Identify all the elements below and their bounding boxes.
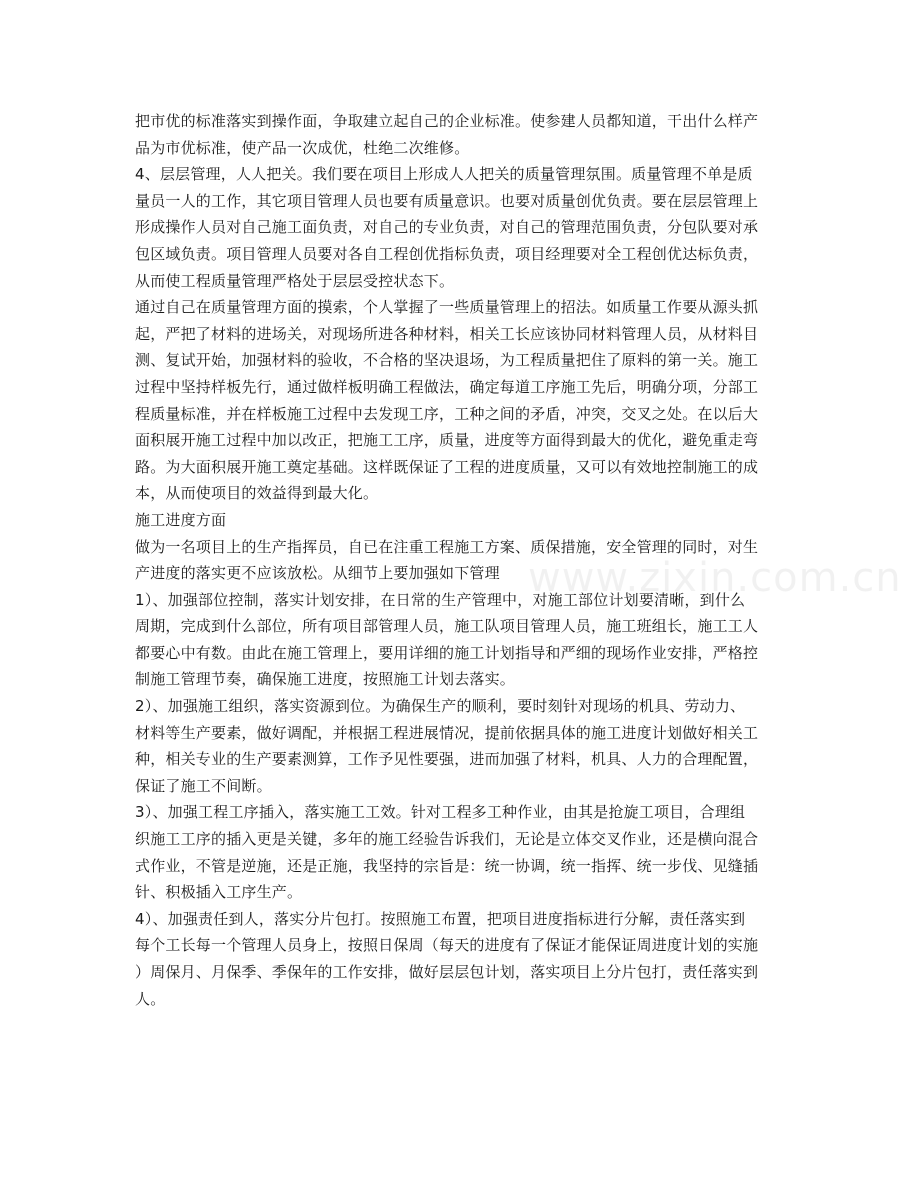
text-line: 针、积极插入工序生产。	[135, 883, 303, 902]
text-line: 2）、加强施工组织，落实资源到位。为确保生产的顺利，要时刻针对现场的机具、劳动力、	[135, 697, 746, 716]
text-line: 每个工长每一个管理人员身上，按照日保周（每天的进度有了保证才能保证周进度计划的实施	[135, 936, 759, 955]
text-line: 程质量标准，并在样板施工过程中去发现工序，工种之间的矛盾，冲突，交叉之处。在以后大	[135, 404, 759, 423]
text-line: 施工进度方面	[135, 510, 227, 529]
text-line: ）周保月、月保季、季保年的工作安排，做好层层包计划，落实项目上分片包打，责任落实到	[135, 963, 759, 981]
text-line: 把市优的标准落实到操作面，争取建立起自己的企业标准。使参建人员都知道，干出什么样产	[135, 112, 759, 130]
text-line: 保证了施工不间断。	[135, 776, 272, 795]
text-line: 量员一人的工作，其它项目管理人员也要有质量意识。也要对质量创优负责。要在层层管理上	[135, 191, 759, 210]
text-line: 3）、加强工程工序插入，落实施工工效。针对工程多工种作业，由其是抢旋工项目，合理组	[135, 803, 746, 822]
text-line: 4、层层管理，人人把关。我们要在项目上形成人人把关的质量管理氛围。质量管理不单是质	[135, 165, 753, 184]
text-line: 面积展开施工过程中加以改正，把施工工序，质量，进度等方面得到最大的优化，避免重走弯	[135, 431, 759, 450]
text-line: 种，相关专业的生产要素测算，工作予见性要强，进而加强了材料，机具、人力的合理配置，	[135, 750, 759, 769]
text-line: 路。为大面积展开施工奠定基础。这样既保证了工程的进度质量，又可以有效地控制施工的成	[135, 457, 759, 476]
watermark: www.zixin.com.cn	[528, 555, 902, 601]
text-line: 1）、加强部位控制，落实计划安排，在日常的生产管理中，对施工部位计划要清晰，到什么	[135, 590, 746, 609]
text-line: 制施工管理节奏，确保施工进度，按照施工计划去落实。	[135, 670, 516, 689]
text-line: 通过自己在质量管理方面的摸索，个人掌握了一些质量管理上的招法。如质量工作要从源头抓	[135, 298, 759, 317]
text-line: 式作业，不管是逆施，还是正施，我坚持的宗旨是：统一协调，统一指挥、统一步伐、见缝插	[135, 856, 759, 875]
text-line: 材料等生产要素，做好调配，并根据工程进展情况，提前依据具体的施工进度计划做好相关工	[135, 723, 759, 742]
text-line: 都要心中有数。由此在施工管理上，要用详细的施工计划指导和严细的现场作业安排，严格控	[135, 643, 759, 662]
text-line: 测、复试开始，加强材料的验收，不合格的坚决退场，为工程质量把住了原料的第一关。施工	[135, 351, 759, 370]
text-line: 周期，完成到什么部位，所有项目部管理人员，施工队项目管理人员，施工班组长，施工工人	[135, 617, 759, 636]
text-line: 起，严把了材料的进场关，对现场所进各种材料，相关工长应该协同材料管理人员，从材料目	[135, 324, 759, 343]
text-line: 品为市优标准，使产品一次成优，杜绝二次维修。	[135, 138, 470, 157]
text-line: 做为一名项目上的生产指挥员，自已在注重工程施工方案、质保措施，安全管理的同时，对生	[135, 537, 759, 556]
text-line: 包区域负责。项目管理人员要对各自工程创优指标负责，项目经理要对全工程创优达标负责，	[135, 244, 759, 263]
document-body	[135, 108, 791, 1012]
text-line: 织施工工序的插入更是关键，多年的施工经验告诉我们，无论是立体交叉作业，还是横向混合	[135, 830, 759, 849]
text-line: 从而使工程质量管理严格处于层层受控状态下。	[135, 271, 455, 290]
text-line: 本，从而使项目的效益得到最大化。	[135, 484, 379, 503]
text-line: 过程中坚持样板先行，通过做样板明确工程做法，确定每道工序施工先后，明确分项，分部工	[135, 377, 759, 396]
text-line: 产进度的落实更不应该放松。从细节上要加强如下管理	[135, 564, 500, 583]
text-line: 形成操作人员对自己施工面负责，对自己的专业负责，对自己的管理范围负责，分包队要对承	[135, 218, 759, 237]
text-line: 人。	[135, 989, 166, 1008]
text-line: 4）、加强责任到人，落实分片包打。按照施工布置，把项目进度指标进行分解，责任落实到	[135, 909, 746, 928]
